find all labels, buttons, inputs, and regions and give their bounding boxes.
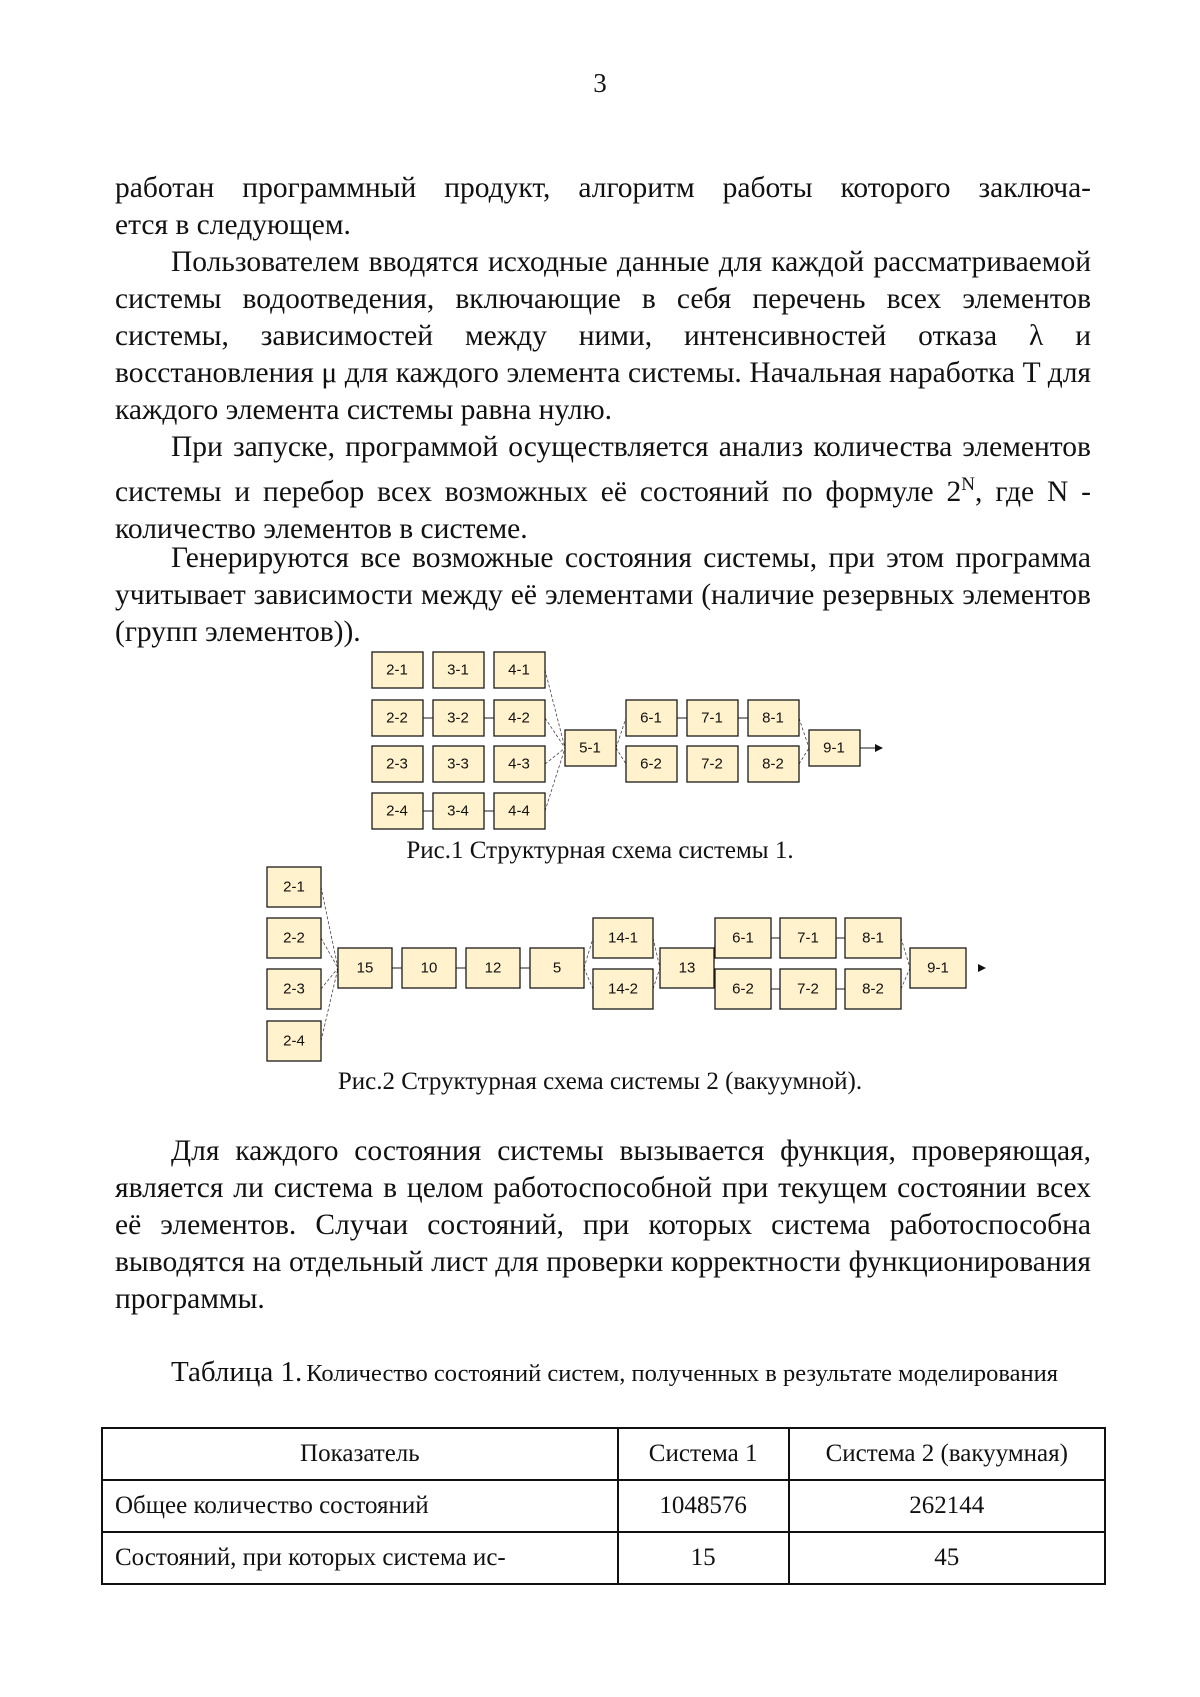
block-8-1 [748, 700, 799, 736]
svg-text:2-4: 2-4 [386, 802, 408, 820]
block-9-1 [809, 730, 860, 766]
figure-1-diagram [370, 650, 890, 835]
block-5-1 [565, 730, 616, 766]
svg-text:2-3: 2-3 [386, 755, 408, 773]
svg-text:8-1: 8-1 [762, 709, 784, 727]
block-2-2 [267, 918, 321, 958]
svg-text:10: 10 [420, 959, 438, 977]
block-14-1 [593, 918, 653, 958]
block-6-2 [626, 746, 677, 782]
svg-text:7-2: 7-2 [701, 755, 723, 773]
header-system-1: Система 1 [618, 1428, 789, 1480]
block-4-1 [494, 652, 545, 688]
svg-text:4-4: 4-4 [508, 802, 530, 820]
svg-text:7-2: 7-2 [797, 980, 819, 998]
svg-text:9-1: 9-1 [927, 959, 949, 977]
svg-text:2-2: 2-2 [283, 929, 305, 947]
table-1-caption [115, 1357, 1065, 1392]
figure-1-caption: Рис.1 Структурная схема системы 1. [406, 837, 794, 864]
header-system-2: Система 2 (вакуумная) [789, 1428, 1105, 1480]
block-14-2 [593, 969, 653, 1009]
svg-text:14-2: 14-2 [607, 980, 639, 998]
svg-text:7-1: 7-1 [701, 709, 723, 727]
svg-text:3-1: 3-1 [447, 661, 469, 679]
svg-text:12: 12 [484, 959, 502, 977]
block-2-3 [372, 746, 423, 782]
svg-text:4-3: 4-3 [508, 755, 530, 773]
formula-exponent: N [961, 474, 976, 495]
svg-text:3-3: 3-3 [447, 755, 469, 773]
table-row [102, 1532, 1105, 1584]
svg-text:13: 13 [678, 959, 696, 977]
table-1-caption-text: Количество состояний систем, полученных в результате моделирования [306, 1360, 1059, 1387]
table-header-row [102, 1428, 1105, 1480]
svg-text:6-2: 6-2 [732, 980, 754, 998]
svg-text:2-2: 2-2 [386, 709, 408, 727]
block-2-2 [372, 700, 423, 736]
svg-text:2-4: 2-4 [283, 1032, 305, 1050]
svg-text:6-2: 6-2 [640, 755, 662, 773]
block-8-2 [748, 746, 799, 782]
svg-text:8-2: 8-2 [862, 980, 884, 998]
paragraph-1-line-2: ется в следующем. [115, 209, 351, 241]
svg-text:5-1: 5-1 [579, 739, 601, 757]
table-1-label: Таблица 1. [171, 1356, 303, 1388]
table-cell-label: Состояний, при которых система ис- [102, 1532, 618, 1584]
block-4-2 [494, 700, 545, 736]
paragraph-1-line-1: работан программный продукт, алгоритм работы которого заключа- [115, 172, 1091, 204]
block-2-4 [267, 1021, 321, 1061]
block-9-1 [910, 948, 966, 988]
table-cell-value: 15 [618, 1532, 789, 1584]
block-7-2 [780, 969, 836, 1009]
svg-text:2-1: 2-1 [386, 661, 408, 679]
block-7-1 [780, 918, 836, 958]
block-8-1 [845, 918, 901, 958]
figure-2-diagram [265, 865, 995, 1065]
header-indicator: Показатель [102, 1428, 618, 1480]
block-2-1 [372, 652, 423, 688]
svg-text:6-1: 6-1 [732, 929, 754, 947]
block-6-2 [715, 969, 771, 1009]
svg-text:2-1: 2-1 [283, 878, 305, 896]
block-2-3 [267, 969, 321, 1009]
paragraph-5: Для каждого состояния системы вызывается функция, проверяющая, является ли система в целом работоспособной при текущем состоянии всех её элементов. Случаи состояний, при которых система работоспособна выводятся на отдельный лист для проверки корректности функционирования программы. [115, 1135, 1091, 1315]
svg-text:4-2: 4-2 [508, 709, 530, 727]
svg-text:14-1: 14-1 [607, 929, 639, 947]
block-10 [402, 948, 456, 988]
svg-text:7-1: 7-1 [797, 929, 819, 947]
svg-text:8-1: 8-1 [862, 929, 884, 947]
table-cell-label: Общее количество состояний [102, 1480, 618, 1532]
table-cell-value: 1048576 [618, 1480, 789, 1532]
paragraph-3-text: При запуске, программой осуществляется анализ количества элементов системы и перебор всех возможных её состояний по формуле [115, 431, 1091, 508]
block-12 [466, 948, 520, 988]
block-7-2 [687, 746, 738, 782]
block-3-2 [433, 700, 484, 736]
svg-text:6-1: 6-1 [640, 709, 662, 727]
block-2-4 [372, 793, 423, 829]
block-2-1 [267, 867, 321, 907]
block-5 [530, 948, 584, 988]
figure-2-caption: Рис.2 Структурная схема системы 2 (вакуумной). [337, 1068, 863, 1095]
svg-text:15: 15 [356, 959, 374, 977]
block-3-1 [433, 652, 484, 688]
block-4-4 [494, 793, 545, 829]
block-3-3 [433, 746, 484, 782]
block-4-3 [494, 746, 545, 782]
block-6-1 [626, 700, 677, 736]
block-3-4 [433, 793, 484, 829]
paragraph-2: Пользователем вводятся исходные данные для каждой рассматриваемой системы водоотведения, включающие в себя перечень всех элементов системы, зависимостей между ними, интенсивностей отказа λ и восстановления μ для каждого элемента системы. Начальная наработка T для каждого элемента системы равна нулю. [115, 246, 1091, 426]
block-6-1 [715, 918, 771, 958]
block-15 [338, 948, 392, 988]
block-8-2 [845, 969, 901, 1009]
page-number: 3 [593, 68, 607, 98]
svg-text:3-2: 3-2 [447, 709, 469, 727]
svg-text:3-4: 3-4 [447, 802, 469, 820]
paragraph-4: Генерируются все возможные состояния системы, при этом программа учитывает зависимости между её элементами (наличие резервных элементов (групп элементов)). [115, 542, 1091, 648]
table-cell-value: 45 [789, 1532, 1105, 1584]
svg-text:4-1: 4-1 [508, 661, 530, 679]
svg-text:9-1: 9-1 [823, 739, 845, 757]
svg-text:8-2: 8-2 [762, 755, 784, 773]
block-13 [660, 948, 714, 988]
table-1 [101, 1427, 1106, 1585]
paragraph-3-tail: , где N - количество элементов в системе. [115, 475, 1091, 545]
block-7-1 [687, 700, 738, 736]
svg-text:2-3: 2-3 [283, 980, 305, 998]
formula-base: 2 [946, 475, 962, 508]
paragraph-3 [115, 429, 1091, 548]
svg-text:5: 5 [552, 959, 562, 977]
table-cell-value: 262144 [789, 1480, 1105, 1532]
table-row [102, 1480, 1105, 1532]
